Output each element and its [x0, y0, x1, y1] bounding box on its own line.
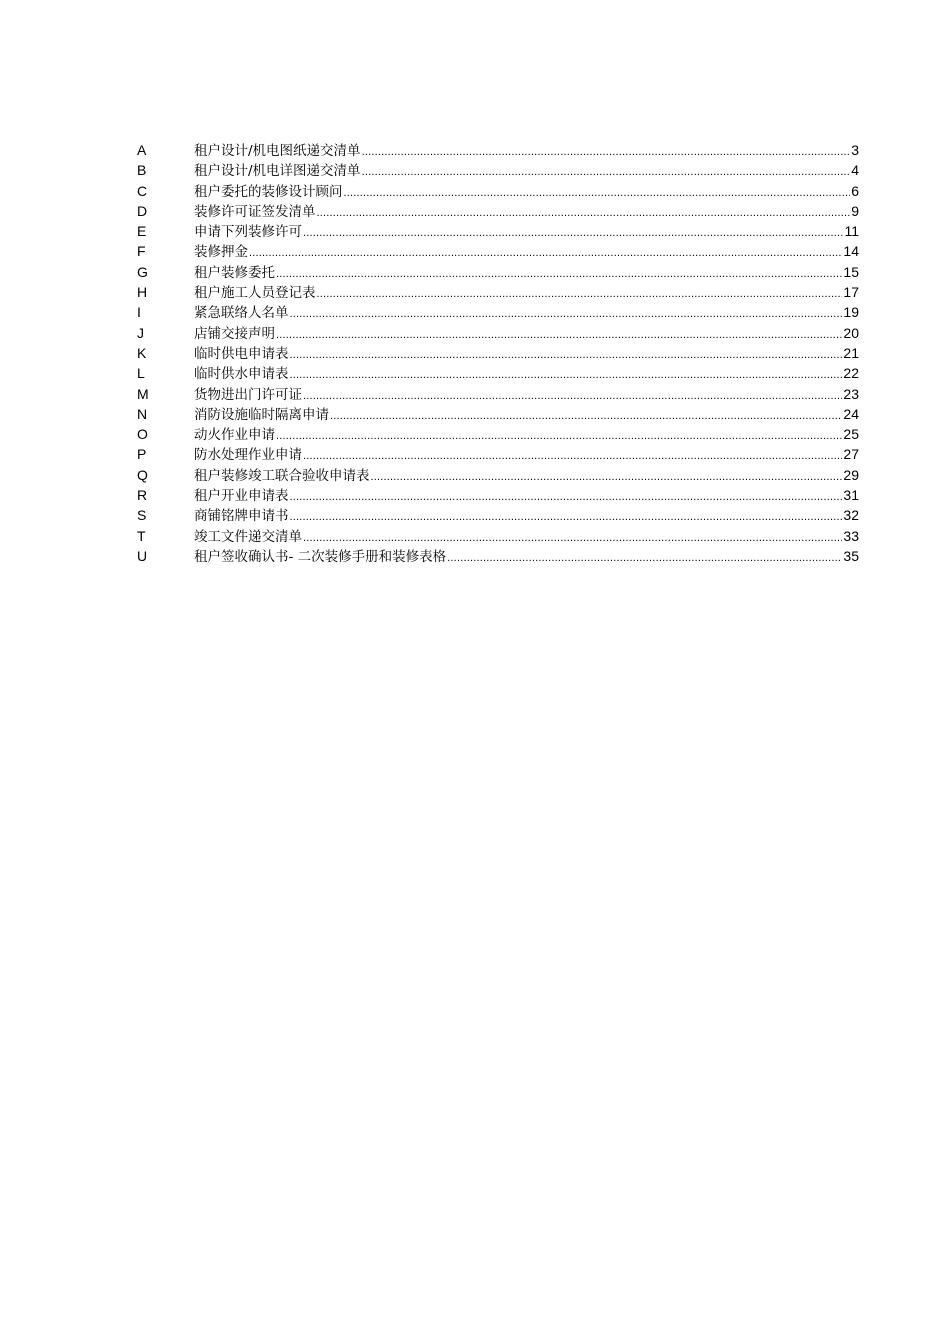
toc-leader-dots — [303, 223, 843, 243]
toc-leader-dots — [303, 446, 842, 466]
toc-page-number[interactable]: 9 — [851, 202, 859, 219]
toc-title[interactable]: 竣工文件递交清单 — [194, 528, 302, 545]
toc-letter: I — [137, 304, 141, 321]
toc-title[interactable]: 防水处理作业申请 — [194, 447, 302, 464]
toc-entry-l[interactable] — [137, 363, 859, 383]
toc-letter: S — [137, 507, 147, 524]
toc-title[interactable]: 租户施工人员登记表 — [194, 285, 316, 302]
toc-leader-dots — [290, 487, 843, 507]
toc-entry-g[interactable] — [137, 262, 859, 282]
toc-page-number[interactable]: 24 — [843, 405, 859, 422]
toc-page-number[interactable]: 23 — [843, 385, 859, 402]
toc-letter: A — [137, 142, 147, 158]
toc-letter: H — [137, 284, 148, 301]
toc-title[interactable]: 租户设计/机电图纸递交清单 — [194, 143, 361, 159]
toc-letter: J — [137, 324, 144, 341]
toc-leader-dots — [276, 426, 842, 446]
toc-entry-u[interactable] — [137, 546, 859, 566]
toc-letter: K — [137, 344, 147, 361]
toc-title[interactable]: 紧急联络人名单 — [194, 305, 289, 322]
toc-leader-dots — [362, 162, 851, 182]
toc-page-number[interactable]: 29 — [843, 466, 859, 483]
toc-leader-dots — [362, 142, 851, 162]
toc-title[interactable]: 租户装修委托 — [194, 264, 275, 281]
toc-title[interactable]: 动火作业申请 — [194, 427, 275, 444]
toc-leader-dots — [290, 507, 843, 527]
toc-entry-c[interactable] — [137, 181, 859, 201]
toc-leader-dots — [330, 406, 842, 426]
toc-title[interactable]: 临时供电申请表 — [194, 345, 289, 362]
toc-page-number[interactable]: 19 — [843, 304, 859, 321]
toc-entry-m[interactable] — [137, 384, 859, 404]
toc-letter: F — [137, 243, 146, 260]
toc-leader-dots — [371, 467, 843, 487]
toc-leader-dots — [317, 203, 851, 223]
toc-title[interactable]: 装修押金 — [194, 244, 248, 261]
toc-page-number[interactable]: 14 — [843, 243, 859, 260]
toc-letter: Q — [137, 466, 148, 483]
toc-letter: R — [137, 487, 148, 504]
toc-letter: E — [137, 223, 147, 240]
toc-page-number[interactable]: 31 — [843, 487, 859, 504]
toc-entry-r[interactable] — [137, 485, 859, 505]
toc-entry-h[interactable] — [137, 282, 859, 302]
toc-page-number[interactable]: 25 — [843, 426, 859, 443]
toc-entry-f[interactable] — [137, 241, 859, 261]
toc-leader-dots — [303, 528, 842, 548]
toc-leader-dots — [276, 264, 842, 284]
toc-entry-j[interactable] — [137, 323, 859, 343]
toc-letter: G — [137, 263, 148, 280]
toc-letter: T — [137, 527, 146, 544]
toc-entry-p[interactable] — [137, 444, 859, 464]
toc-letter: N — [137, 405, 148, 422]
toc-letter: D — [137, 202, 148, 219]
toc-page-number[interactable]: 3 — [851, 142, 859, 158]
toc-title[interactable]: 租户装修竣工联合验收申请表 — [194, 467, 370, 484]
toc-title[interactable]: 店铺交接声明 — [194, 325, 275, 342]
toc-leader-dots — [249, 243, 842, 263]
toc-title[interactable]: 货物进出门许可证 — [194, 386, 302, 403]
toc-entry-o[interactable] — [137, 424, 859, 444]
toc-title[interactable]: 商铺铭牌申请书 — [194, 508, 289, 525]
toc-title[interactable]: 租户委托的装修设计顾问 — [194, 183, 343, 200]
toc-entry-a[interactable] — [137, 140, 859, 160]
toc-title[interactable]: 装修许可证签发清单 — [194, 203, 316, 220]
toc-leader-dots — [303, 386, 842, 406]
toc-letter: M — [137, 385, 149, 402]
toc-entry-q[interactable] — [137, 465, 859, 485]
toc-page-number[interactable]: 4 — [851, 162, 859, 179]
toc-entry-d[interactable] — [137, 201, 859, 221]
toc-entry-t[interactable] — [137, 526, 859, 546]
toc-leader-dots — [344, 183, 851, 203]
toc-letter: P — [137, 446, 147, 463]
toc-letter: C — [137, 182, 148, 199]
toc-leader-dots — [317, 284, 843, 304]
toc-title[interactable]: 消防设施临时隔离申请 — [194, 406, 329, 423]
toc-leader-dots — [276, 325, 842, 345]
toc-leader-dots — [290, 365, 843, 385]
toc-page-number[interactable]: 15 — [843, 263, 859, 280]
toc-page-number[interactable]: 22 — [843, 365, 859, 382]
toc-title[interactable]: 租户设计/机电详图递交清单 — [194, 163, 361, 180]
toc-leader-dots — [447, 548, 842, 568]
toc-page-number[interactable]: 32 — [843, 507, 859, 524]
toc-title[interactable]: 租户签收确认书- 二次装修手册和装修表格 — [194, 548, 447, 565]
toc-page-number[interactable]: 17 — [843, 284, 859, 301]
toc-title[interactable]: 申请下列装修许可 — [194, 224, 302, 241]
toc-letter: B — [137, 162, 147, 179]
toc-page-number[interactable]: 21 — [843, 344, 859, 361]
toc-entry-s[interactable] — [137, 505, 859, 525]
toc-title[interactable]: 临时供水申请表 — [194, 366, 289, 383]
toc-entry-b[interactable] — [137, 160, 859, 180]
toc-letter: L — [137, 365, 145, 382]
table-of-contents — [137, 140, 859, 566]
toc-page-number[interactable]: 6 — [851, 182, 859, 199]
toc-entry-e[interactable] — [137, 221, 859, 241]
toc-page-number[interactable]: 27 — [843, 446, 859, 463]
toc-entry-n[interactable] — [137, 404, 859, 424]
toc-page-number[interactable]: 33 — [843, 527, 859, 544]
toc-entry-i[interactable] — [137, 302, 859, 322]
toc-page-number[interactable]: 11 — [844, 223, 859, 240]
toc-leader-dots — [290, 304, 843, 324]
toc-entry-k[interactable] — [137, 343, 859, 363]
toc-letter: O — [137, 426, 148, 443]
toc-page-number[interactable]: 35 — [843, 547, 859, 564]
toc-leader-dots — [290, 345, 843, 365]
toc-page-number[interactable]: 20 — [843, 324, 859, 341]
toc-letter: U — [137, 547, 148, 564]
toc-title[interactable]: 租户开业申请表 — [194, 488, 289, 505]
